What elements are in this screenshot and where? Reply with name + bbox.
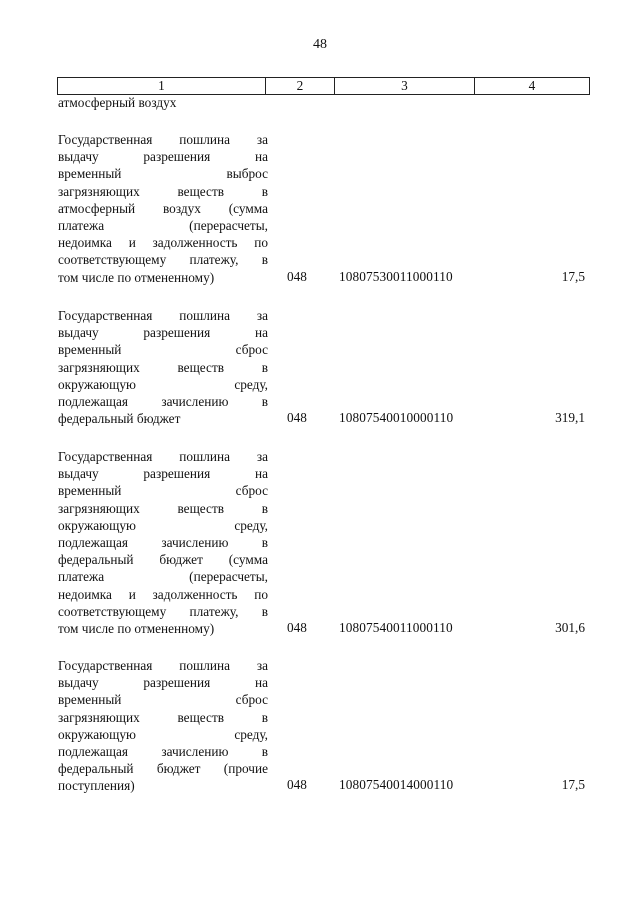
row-amount: 301,6 — [555, 620, 585, 635]
description-line: временный сброс — [58, 692, 268, 708]
description-line: окружающую среду, — [58, 726, 268, 742]
description-line: недоимка и задолженность по — [58, 235, 268, 251]
row-amount: 17,5 — [561, 268, 585, 284]
row-code: 048 — [287, 777, 307, 793]
description-line: выдачу разрешения на — [58, 149, 268, 165]
description-line: Государственная пошлина за — [58, 132, 268, 147]
row-code: 048 — [287, 268, 307, 284]
description-line: Государственная пошлина за — [58, 449, 268, 464]
row-kbk: 10807530011000110 — [339, 268, 453, 284]
row-amount: 17,5 — [561, 777, 585, 793]
description-line: временный выброс — [58, 166, 268, 182]
row-description — [58, 657, 268, 795]
column-header-3: 3 — [335, 78, 475, 95]
description-line: платежа (перерасчеты, — [58, 218, 268, 234]
description-line: выдачу разрешения на — [58, 675, 268, 691]
column-header-table — [57, 77, 590, 95]
description-line: временный сброс — [58, 483, 268, 499]
row-code: 048 — [287, 620, 307, 635]
description-line: Государственная пошлина за — [58, 308, 268, 323]
description-line: том числе по отмененному) — [58, 269, 215, 285]
description-line: выдачу разрешения на — [58, 466, 268, 482]
description-line: выдачу разрешения на — [58, 325, 268, 341]
description-line: подлежащая зачислению в — [58, 394, 268, 410]
description-line: загрязняющих веществ в — [58, 183, 268, 199]
page-number: 48 — [313, 37, 327, 52]
description-line: соответствующему платежу, в — [58, 252, 268, 268]
row-description — [58, 448, 268, 637]
description-line: поступления) — [58, 778, 135, 794]
description-line: загрязняющих веществ в — [58, 709, 268, 725]
row-amount: 319,1 — [555, 410, 585, 426]
description-line: окружающую среду, — [58, 376, 268, 392]
description-line: загрязняющих веществ в — [58, 500, 268, 516]
description-line: федеральный бюджет — [58, 411, 181, 427]
description-line: платежа (перерасчеты, — [58, 569, 268, 585]
description-line: федеральный бюджет (прочие — [58, 761, 268, 777]
description-line: подлежащая зачислению в — [58, 744, 268, 760]
description-line: атмосферный воздух (сумма — [58, 200, 268, 216]
description-line: окружающую среду, — [58, 517, 268, 533]
column-header-4: 4 — [475, 78, 590, 95]
column-header-2: 2 — [266, 78, 335, 95]
description-line: том числе по отмененному) — [58, 621, 215, 637]
description-line: загрязняющих веществ в — [58, 359, 268, 375]
row-kbk: 10807540014000110 — [339, 777, 454, 793]
description-line: Государственная пошлина за — [58, 658, 268, 673]
description-line: подлежащая зачислению в — [58, 535, 268, 551]
row-description — [58, 307, 268, 427]
row-kbk: 10807540010000110 — [339, 410, 454, 426]
description-line: недоимка и задолженность по — [58, 586, 268, 602]
continuation-text: атмосферный воздух — [58, 95, 177, 110]
description-line: федеральный бюджет (сумма — [58, 552, 268, 568]
row-description — [58, 131, 268, 286]
column-header-1: 1 — [58, 78, 266, 95]
description-line: соответствующему платежу, в — [58, 603, 268, 619]
row-code: 048 — [287, 410, 307, 426]
description-line: временный сброс — [58, 342, 268, 358]
row-kbk: 10807540011000110 — [339, 620, 453, 635]
